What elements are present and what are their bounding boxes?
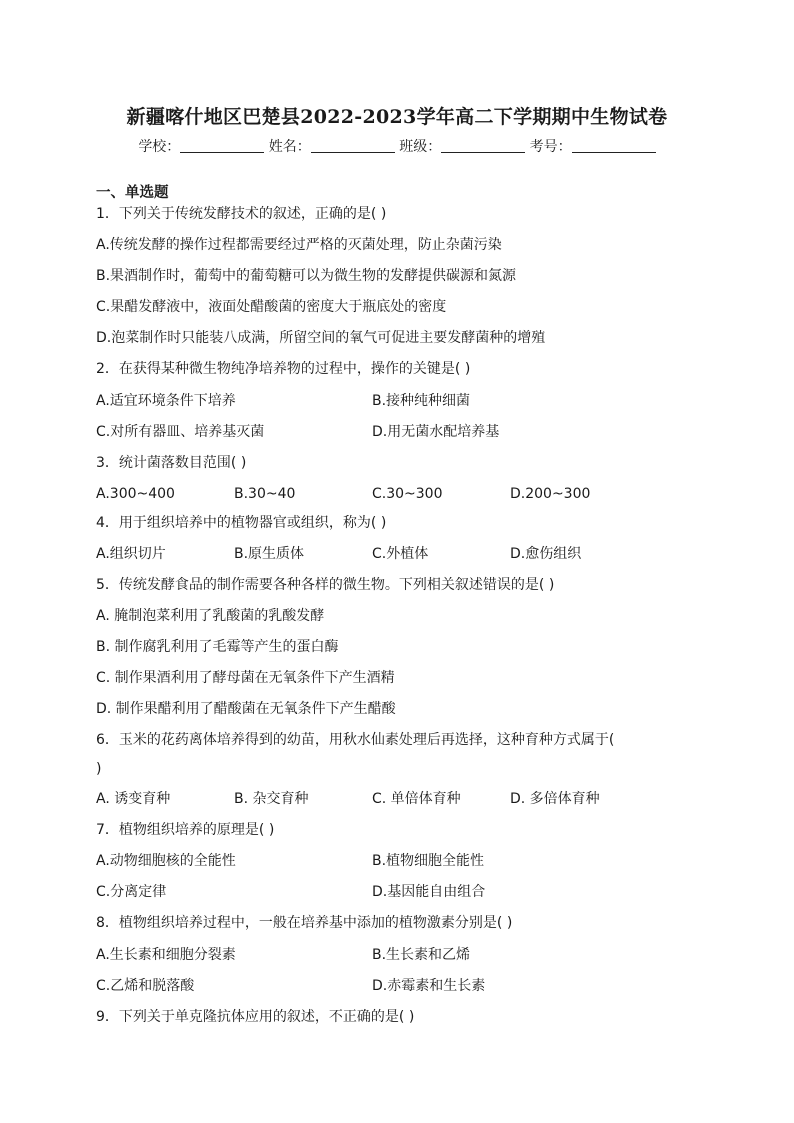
student-info-line bbox=[0, 136, 794, 156]
option-c: C.30~300 bbox=[372, 486, 443, 502]
section-heading: 一、单选题 bbox=[96, 185, 169, 201]
question-stem-continuation: ) bbox=[96, 761, 102, 777]
option-a: A.传统发酵的操作过程都需要经过严格的灭菌处理，防止杂菌污染 bbox=[96, 237, 502, 253]
school-label: 学校： bbox=[138, 139, 181, 155]
option-a: A.动物细胞核的全能性 bbox=[96, 853, 236, 869]
question-stem: 4．用于组织培养中的植物器官或组织，称为( ) bbox=[96, 515, 387, 531]
number-label: 考号： bbox=[529, 139, 572, 155]
option-d: D.愈伤组织 bbox=[510, 546, 582, 562]
option-c: C.对所有器皿、培养基灭菌 bbox=[96, 424, 265, 440]
option-d: D. 制作果醋利用了醋酸菌在无氧条件下产生醋酸 bbox=[96, 701, 396, 717]
option-a: A.300~400 bbox=[96, 486, 175, 502]
option-b: B.生长素和乙烯 bbox=[372, 947, 471, 963]
page-title: 新疆喀什地区巴楚县2022-2023学年高二下学期期中生物试卷 bbox=[126, 106, 668, 128]
option-b: B. 杂交育种 bbox=[234, 791, 309, 807]
option-d: D.泡菜制作时只能装八成满，所留空间的氧气可促进主要发酵菌种的增殖 bbox=[96, 330, 546, 346]
class-label: 班级： bbox=[399, 139, 442, 155]
name-label: 姓名： bbox=[268, 139, 311, 155]
option-a: A.生长素和细胞分裂素 bbox=[96, 947, 236, 963]
option-c: C. 制作果酒利用了酵母菌在无氧条件下产生酒精 bbox=[96, 670, 395, 686]
number-blank bbox=[572, 138, 656, 153]
question-stem: 6．玉米的花药离体培养得到的幼苗，用秋水仙素处理后再选择，这种育种方式属于( bbox=[96, 732, 615, 748]
option-d: D.基因能自由组合 bbox=[372, 884, 486, 900]
option-c: C.分离定律 bbox=[96, 884, 167, 900]
option-c: C.乙烯和脱落酸 bbox=[96, 978, 195, 994]
option-b: B.原生质体 bbox=[234, 546, 305, 562]
option-a: A. 诱变育种 bbox=[96, 791, 171, 807]
option-a: A. 腌制泡菜利用了乳酸菌的乳酸发酵 bbox=[96, 608, 325, 624]
option-b: B.30~40 bbox=[234, 486, 296, 502]
question-stem: 2．在获得某种微生物纯净培养物的过程中，操作的关键是( ) bbox=[96, 361, 471, 377]
option-c: C. 单倍体育种 bbox=[372, 791, 461, 807]
option-b: B. 制作腐乳利用了毛霉等产生的蛋白酶 bbox=[96, 639, 339, 655]
class-blank bbox=[441, 138, 525, 153]
option-c: C.外植体 bbox=[372, 546, 429, 562]
question-stem: 7．植物组织培养的原理是( ) bbox=[96, 822, 275, 838]
option-a: A.组织切片 bbox=[96, 546, 166, 562]
option-b: B.接种纯种细菌 bbox=[372, 393, 471, 409]
question-stem: 8．植物组织培养过程中，一般在培养基中添加的植物激素分别是( ) bbox=[96, 915, 513, 931]
name-blank bbox=[311, 138, 395, 153]
question-stem: 3．统计菌落数目范围( ) bbox=[96, 455, 247, 471]
question-stem: 9．下列关于单克隆抗体应用的叙述，不正确的是( ) bbox=[96, 1009, 415, 1025]
option-d: D.用无菌水配培养基 bbox=[372, 424, 500, 440]
question-stem: 5．传统发酵食品的制作需要各种各样的微生物。下列相关叙述错误的是( ) bbox=[96, 577, 555, 593]
school-blank bbox=[180, 138, 264, 153]
option-d: D.200~300 bbox=[510, 486, 591, 502]
option-c: C.果醋发酵液中，液面处醋酸菌的密度大于瓶底处的密度 bbox=[96, 299, 447, 315]
option-a: A.适宜环境条件下培养 bbox=[96, 393, 236, 409]
option-b: B.植物细胞全能性 bbox=[372, 853, 485, 869]
question-stem: 1．下列关于传统发酵技术的叙述，正确的是( ) bbox=[96, 206, 387, 222]
option-d: D. 多倍体育种 bbox=[510, 791, 600, 807]
option-d: D.赤霉素和生长素 bbox=[372, 978, 486, 994]
option-b: B.果酒制作时，葡萄中的葡萄糖可以为微生物的发酵提供碳源和氮源 bbox=[96, 268, 517, 284]
